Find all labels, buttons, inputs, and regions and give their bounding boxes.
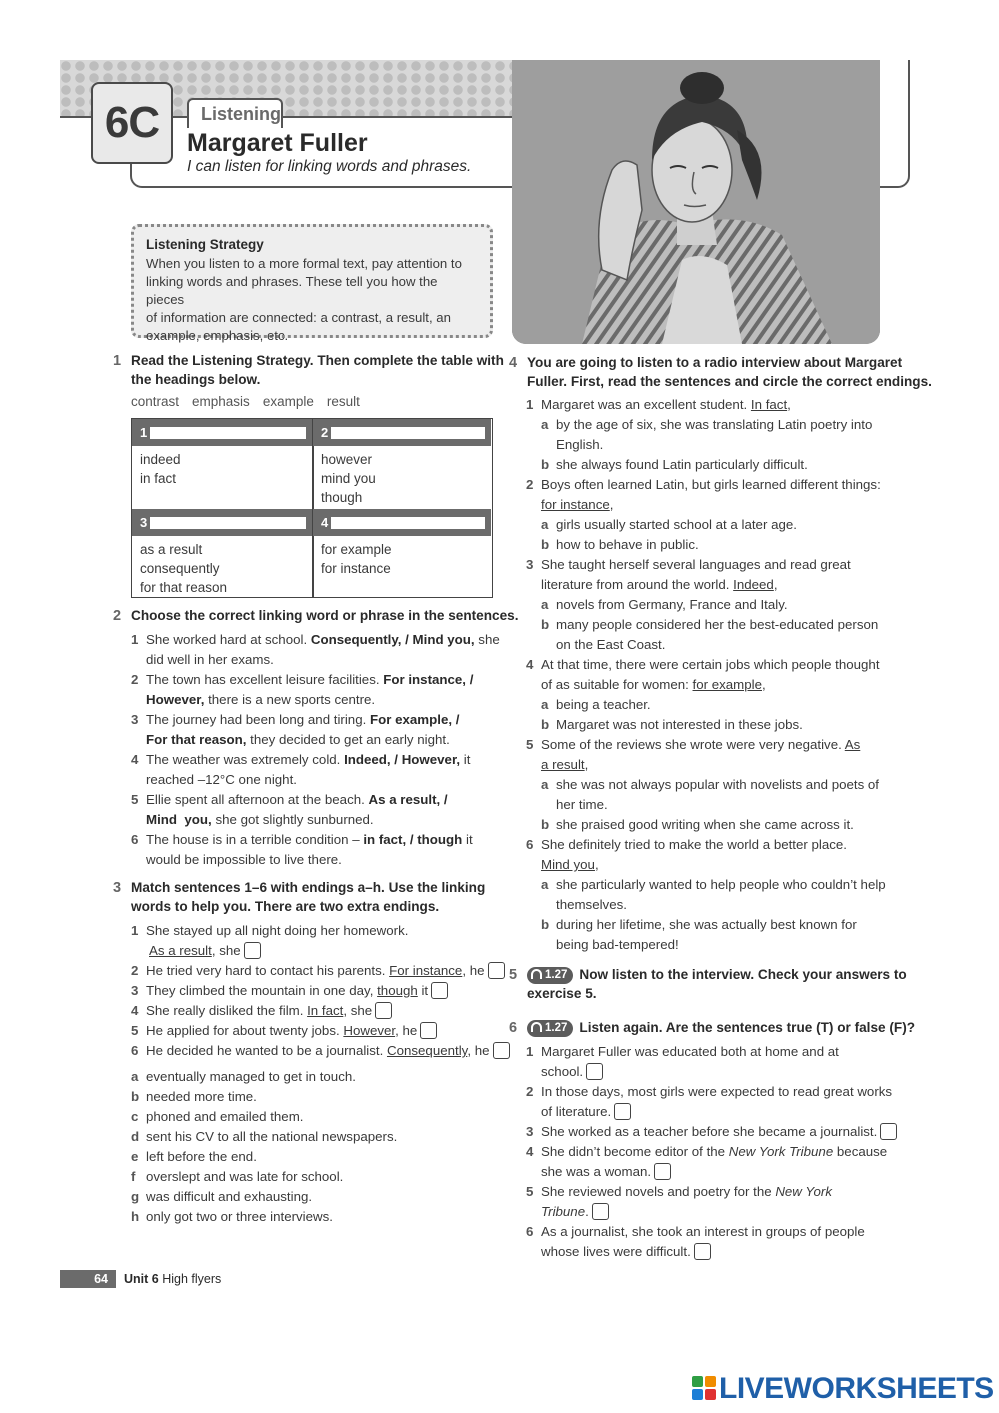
instruction-line: Fuller. First, read the sentences and circle the correct endings. [527, 374, 932, 389]
sentence-text: She reviewed novels and poetry for the [541, 1184, 776, 1199]
true-false-box[interactable] [614, 1103, 631, 1120]
newspaper-name: New York Tribune [728, 1144, 834, 1159]
ex2-item-3 [131, 710, 460, 750]
ending-text: needed more time. [146, 1089, 257, 1104]
sentence-text: she was a woman. [541, 1164, 652, 1179]
ending-text: eventually managed to get in touch. [146, 1069, 356, 1084]
ex4-question-6 [526, 835, 901, 955]
ex2-item-4 [131, 750, 471, 790]
ex3-item-3 [131, 981, 448, 1001]
true-false-box[interactable] [592, 1203, 609, 1220]
linking-word: As [844, 737, 861, 752]
table-item: however [321, 452, 373, 467]
sentence-text: The journey had been long and tiring. [146, 712, 370, 727]
ex4-question-3 [526, 555, 901, 655]
item-number: 4 [131, 1003, 139, 1018]
ending-d [131, 1127, 398, 1147]
exercise-6-instruction [527, 1018, 915, 1037]
item-number: 6 [526, 1224, 534, 1239]
heading-answer-field[interactable] [150, 427, 306, 439]
ending-letter: g [131, 1189, 140, 1204]
sentence-text: , she [211, 943, 241, 958]
item-number: 5 [526, 737, 534, 752]
option-text: she was not always popular with novelists and poets of [556, 777, 880, 792]
ex3-item-6 [131, 1041, 510, 1061]
ex6-item-2 [526, 1082, 901, 1122]
table-heading-2 [313, 419, 491, 446]
sentence-text: of as suitable for women: [541, 677, 693, 692]
ex4-question-2 [526, 475, 901, 555]
ex3-endings [131, 1067, 398, 1227]
answer-box[interactable] [420, 1022, 437, 1039]
heading-number: 3 [140, 515, 148, 530]
sentence-text: Some of the reviews she wrote were very negative. [541, 737, 845, 752]
ex6-item-6 [526, 1222, 901, 1262]
unit-title: High flyers [162, 1272, 222, 1286]
option-a[interactable] [541, 515, 901, 535]
word-emphasis: emphasis [192, 394, 250, 409]
strategy-line: example, emphasis, etc. [146, 328, 289, 343]
table-heading-4 [313, 509, 491, 536]
unit-number: Unit 6 [124, 1272, 159, 1286]
sentence-text: , [762, 677, 766, 692]
sentence-text: At that time, there were certain jobs which people thought [541, 657, 880, 672]
option-text: her time. [556, 797, 608, 812]
option-b[interactable] [541, 455, 901, 475]
sentence-text: She taught herself several languages and read great [541, 557, 851, 572]
option-text: she praised good writing when she came across it. [556, 817, 854, 832]
ex2-item-2 [131, 670, 474, 710]
item-number: 6 [131, 1043, 139, 1058]
option-letter: b [541, 717, 550, 732]
sentence-text: Ellie spent all afternoon at the beach. [146, 792, 369, 807]
table-cell-3 [132, 536, 312, 601]
liveworksheets-icon [692, 1376, 716, 1400]
ending-b [131, 1087, 397, 1107]
sentence-text: whose lives were difficult. [541, 1244, 691, 1259]
answer-box[interactable] [375, 1002, 392, 1019]
item-number: 4 [526, 657, 534, 672]
option-text: English. [556, 437, 604, 452]
sentence-text: , he [462, 963, 485, 978]
option-text: being bad-tempered! [556, 937, 679, 952]
linking-words-table [131, 418, 493, 598]
instruction-line: Listen again. Are the sentences true (T) or false (F)? [579, 1020, 916, 1035]
choice-option[interactable]: in fact, / though [363, 832, 463, 847]
linking-word: for example [692, 677, 762, 692]
ending-letter: e [131, 1149, 139, 1164]
option-a[interactable] [541, 875, 901, 895]
option-letter: a [541, 877, 549, 892]
exercise-5-number: 5 [509, 967, 518, 983]
linking-word: In fact [750, 397, 788, 412]
sentence-text: They climbed the mountain in one day, [146, 983, 378, 998]
heading-number: 2 [321, 425, 329, 440]
option-letter: a [541, 777, 549, 792]
item-number: 5 [131, 792, 139, 807]
option-a[interactable] [541, 695, 901, 715]
ex4-question-1 [526, 395, 901, 475]
item-number: 5 [526, 1184, 534, 1199]
ending-text: overslept and was late for school. [146, 1169, 344, 1184]
heading-answer-field[interactable] [331, 517, 485, 529]
exercise-2-instruction: Choose the correct linking word or phrase in the sentences. [131, 608, 519, 623]
choice-option[interactable]: For that reason, [146, 732, 247, 747]
sentence-text: Boys often learned Latin, but girls learned different things: [541, 477, 881, 492]
linking-word: Mind you [541, 857, 595, 872]
choice-option[interactable]: As a result, / [368, 792, 448, 807]
ex3-item-4 [131, 1001, 392, 1021]
item-number: 2 [131, 672, 139, 687]
option-text: girls usually started school at a later age. [556, 517, 797, 532]
item-number: 2 [526, 1084, 534, 1099]
newspaper-name: Tribune [541, 1204, 586, 1219]
linking-word: Consequently [386, 1043, 468, 1058]
ex2-item-5 [131, 790, 448, 830]
choice-option[interactable]: Mind you, [146, 812, 212, 827]
answer-box[interactable] [493, 1042, 510, 1059]
sentence-text: she [474, 632, 500, 647]
exercise-1-number: 1 [113, 353, 122, 369]
item-number: 6 [131, 832, 139, 847]
word-result: result [326, 394, 360, 409]
answer-box[interactable] [431, 982, 448, 999]
ending-text: sent his CV to all the national newspapers. [146, 1129, 398, 1144]
option-text: by the age of six, she was translating Latin poetry into [556, 417, 873, 432]
sentence-text: of literature. [541, 1104, 612, 1119]
sentence-text: , [584, 757, 589, 772]
ex2-item-6 [131, 830, 473, 870]
linking-word: As a result [149, 943, 212, 958]
exercise-3-instruction [131, 878, 485, 916]
sentence-text: it [460, 752, 471, 767]
instruction-line: the headings below. [131, 372, 261, 387]
ending-text: only got two or three interviews. [146, 1209, 333, 1224]
option-letter: b [541, 917, 550, 932]
option-text: many people considered her the best-educated person [556, 617, 879, 632]
sentence-text: As a journalist, she took an interest in groups of people [541, 1224, 865, 1239]
strategy-line: of information are connected: a contrast, a result, an [146, 310, 451, 325]
sentence-text: She stayed up all night doing her homework. [146, 923, 409, 938]
sentence-text: , [609, 497, 614, 512]
option-b[interactable] [541, 715, 901, 735]
table-item: as a result [140, 542, 203, 557]
sentence-text: literature from around the world. [541, 577, 734, 592]
choice-option[interactable]: Indeed, / However, [344, 752, 461, 767]
sentence-text: did well in her exams. [146, 652, 274, 667]
sentence-text: reached –12°C one night. [146, 772, 297, 787]
item-number: 3 [131, 712, 139, 727]
instruction-line: Now listen to the interview. Check your answers to [579, 967, 907, 982]
answer-box[interactable] [244, 942, 261, 959]
ex6-item-4 [526, 1142, 901, 1182]
ending-letter: b [131, 1089, 140, 1104]
option-text: she always found Latin particularly difficult. [556, 457, 808, 472]
item-number: 2 [526, 477, 534, 492]
strategy-line: When you listen to a more formal text, pay attention to [146, 256, 462, 271]
item-number: 3 [526, 1124, 534, 1139]
ending-f [131, 1167, 397, 1187]
sentence-text: She worked as a teacher before she became a journalist. [541, 1124, 878, 1139]
linking-word: a result [541, 757, 585, 772]
sentence-text: , he [467, 1043, 490, 1058]
heading-word-list [131, 392, 373, 412]
audio-track-number: 1.27 [545, 1022, 568, 1034]
ex6-item-3 [526, 1122, 901, 1142]
sentence-text: Margaret was an excellent student. [541, 397, 751, 412]
listening-strategy-box [131, 224, 493, 343]
sentence-text: Margaret Fuller was educated both at home and at [541, 1044, 839, 1059]
option-b[interactable] [541, 815, 901, 835]
ex4-question-5 [526, 735, 901, 835]
lesson-subtitle: I can listen for linking words and phrases. [187, 158, 472, 175]
option-letter: a [541, 697, 549, 712]
ending-letter: h [131, 1209, 140, 1224]
ending-c [131, 1107, 397, 1127]
linking-word: for instance [541, 497, 610, 512]
audio-track-button[interactable] [527, 967, 573, 984]
sentence-text: she got slightly sunburned. [211, 812, 374, 827]
instruction-line: exercise 5. [527, 986, 597, 1001]
ex3-item-5 [131, 1021, 437, 1041]
headphones-icon [531, 1022, 542, 1032]
option-letter: b [541, 617, 550, 632]
table-item: mind you [321, 471, 376, 486]
option-text: how to behave in public. [556, 537, 699, 552]
ending-text: was difficult and exhausting. [146, 1189, 313, 1204]
page-number: 64 [60, 1270, 116, 1288]
option-b[interactable] [541, 915, 901, 935]
exercise-2-number: 2 [113, 608, 122, 624]
option-a[interactable] [541, 775, 901, 795]
option-b[interactable] [541, 535, 901, 555]
sentence-text: because [833, 1144, 888, 1159]
exercise-1-instruction [131, 351, 504, 389]
ending-letter: d [131, 1129, 140, 1144]
option-letter: a [541, 597, 549, 612]
portrait-illustration [512, 60, 880, 344]
ending-text: phoned and emailed them. [146, 1109, 304, 1124]
option-text: on the East Coast. [556, 637, 666, 652]
item-number: 3 [526, 557, 534, 572]
brand-text: LIVEWORKSHEETS [719, 1372, 994, 1405]
sentence-text: She didn’t become editor of the [541, 1144, 729, 1159]
table-heading-1 [132, 419, 312, 446]
ending-h [131, 1207, 397, 1227]
sentence-text: there is a new sports centre. [204, 692, 376, 707]
sentence-text: In those days, most girls were expected to read great works [541, 1084, 893, 1099]
ending-letter: c [131, 1109, 139, 1124]
ending-letter: a [131, 1069, 139, 1084]
table-cell-1 [132, 446, 312, 492]
item-number: 1 [131, 632, 139, 647]
option-letter: a [541, 517, 549, 532]
table-item: indeed [140, 452, 181, 467]
linking-word: For instance [389, 963, 463, 978]
instruction-line: Match sentences 1–6 with endings a–h. Use the linking [131, 880, 486, 895]
sentence-text: He tried very hard to contact his parents. [146, 963, 390, 978]
sentence-text: He applied for about twenty jobs. [146, 1023, 344, 1038]
item-number: 4 [526, 1144, 534, 1159]
linking-word: In fact [307, 1003, 344, 1018]
ending-a [131, 1067, 397, 1087]
ex2-item-1 [131, 630, 500, 670]
sentence-text: they decided to get an early night. [246, 732, 450, 747]
table-item: for example [321, 542, 392, 557]
heading-answer-field[interactable] [331, 427, 485, 439]
ending-text: left before the end. [146, 1149, 257, 1164]
table-cell-2 [313, 446, 491, 511]
true-false-box[interactable] [880, 1123, 897, 1140]
option-text: being a teacher. [556, 697, 651, 712]
table-heading-3 [132, 509, 312, 536]
option-letter: b [541, 537, 550, 552]
sentence-text: The house is in a terrible condition – [146, 832, 364, 847]
heading-answer-field[interactable] [150, 517, 306, 529]
sentence-text: . [585, 1204, 589, 1219]
sentence-text: school. [541, 1064, 584, 1079]
exercise-4-instruction [527, 353, 932, 391]
sentence-text: She worked hard at school. [146, 632, 311, 647]
item-number: 2 [131, 963, 139, 978]
lesson-badge: 6C [91, 82, 173, 164]
table-item: for instance [321, 561, 391, 576]
true-false-box[interactable] [654, 1163, 671, 1180]
true-false-box[interactable] [694, 1243, 711, 1260]
option-a[interactable] [541, 595, 901, 615]
heading-number: 4 [321, 515, 329, 530]
ex3-item-2 [131, 961, 505, 981]
linking-word: Indeed [733, 577, 774, 592]
heading-number: 1 [140, 425, 148, 440]
ex4-question-4 [526, 655, 901, 735]
instruction-line: words to help you. There are two extra endings. [131, 899, 440, 914]
linking-word: though [377, 983, 418, 998]
linking-word: However [343, 1023, 396, 1038]
exercise-6-number: 6 [509, 1020, 518, 1036]
exercise-5-instruction [527, 965, 907, 1003]
option-text: she particularly wanted to help people who couldn’t help [556, 877, 886, 892]
table-cell-4 [313, 536, 491, 582]
sentence-text: The town has excellent leisure facilities. [146, 672, 384, 687]
instruction-line: You are going to listen to a radio interview about Margaret [527, 355, 903, 370]
choice-option[interactable]: However, [146, 692, 205, 707]
unit-label [124, 1270, 221, 1288]
ending-letter: f [131, 1169, 136, 1184]
item-number: 6 [526, 837, 534, 852]
liveworksheets-logo [692, 1372, 994, 1406]
ending-g [131, 1187, 397, 1207]
ending-e [131, 1147, 397, 1167]
item-number: 4 [131, 752, 139, 767]
ex6-item-5 [526, 1182, 901, 1222]
option-text: Margaret was not interested in these jobs. [556, 717, 803, 732]
table-item: though [321, 490, 363, 505]
table-item: in fact [140, 471, 177, 486]
instruction-line: Read the Listening Strategy. Then complete the table with [131, 353, 504, 368]
ex3-item-1 [131, 921, 409, 961]
sentence-text: , [594, 857, 599, 872]
choice-option[interactable]: For example, / [370, 712, 460, 727]
answer-box[interactable] [488, 962, 505, 979]
exercise-4-number: 4 [509, 355, 518, 371]
sentence-text: , she [343, 1003, 373, 1018]
sentence-text: He decided he wanted to be a journalist. [146, 1043, 387, 1058]
true-false-box[interactable] [586, 1063, 603, 1080]
sentence-text: The weather was extremely cold. [146, 752, 345, 767]
strategy-line: linking words and phrases. These tell you how the pieces [146, 274, 438, 307]
word-contrast: contrast [131, 394, 180, 409]
exercise-3-number: 3 [113, 880, 122, 896]
strategy-title: Listening Strategy [146, 237, 264, 252]
table-item: for that reason [140, 580, 228, 595]
item-number: 1 [131, 923, 139, 938]
headphones-icon [531, 969, 542, 979]
sentence-text: , [787, 397, 791, 412]
option-letter: b [541, 817, 550, 832]
choice-option[interactable]: For instance, / [383, 672, 474, 687]
audio-track-button[interactable] [527, 1020, 573, 1037]
option-text: novels from Germany, France and Italy. [556, 597, 788, 612]
sentence-text: , [773, 577, 778, 592]
header-frame-right [880, 60, 910, 188]
option-b[interactable] [541, 615, 901, 635]
table-item: consequently [140, 561, 220, 576]
ex6-item-1 [526, 1042, 901, 1082]
margaret-fuller-portrait [512, 60, 880, 344]
sentence-text: She definitely tried to make the world a better place. [541, 837, 847, 852]
sentence-text: She really disliked the film. [146, 1003, 308, 1018]
item-number: 1 [526, 397, 534, 412]
audio-track-number: 1.27 [545, 969, 568, 981]
option-a[interactable] [541, 415, 901, 435]
sentence-text: it [462, 832, 473, 847]
option-letter: a [541, 417, 549, 432]
option-letter: b [541, 457, 550, 472]
sentence-text: it [417, 983, 429, 998]
section-tab: Listening [187, 98, 283, 128]
option-text: during her lifetime, she was actually best known for [556, 917, 857, 932]
sentence-text: , he [395, 1023, 418, 1038]
item-number: 1 [526, 1044, 534, 1059]
option-text: themselves. [556, 897, 627, 912]
item-number: 3 [131, 983, 139, 998]
choice-option[interactable]: Consequently, / Mind you, [310, 632, 475, 647]
word-example: example [262, 394, 314, 409]
lesson-title: Margaret Fuller [187, 129, 368, 157]
item-number: 5 [131, 1023, 139, 1038]
sentence-text: would be impossible to live there. [146, 852, 342, 867]
newspaper-name: New York [775, 1184, 832, 1199]
